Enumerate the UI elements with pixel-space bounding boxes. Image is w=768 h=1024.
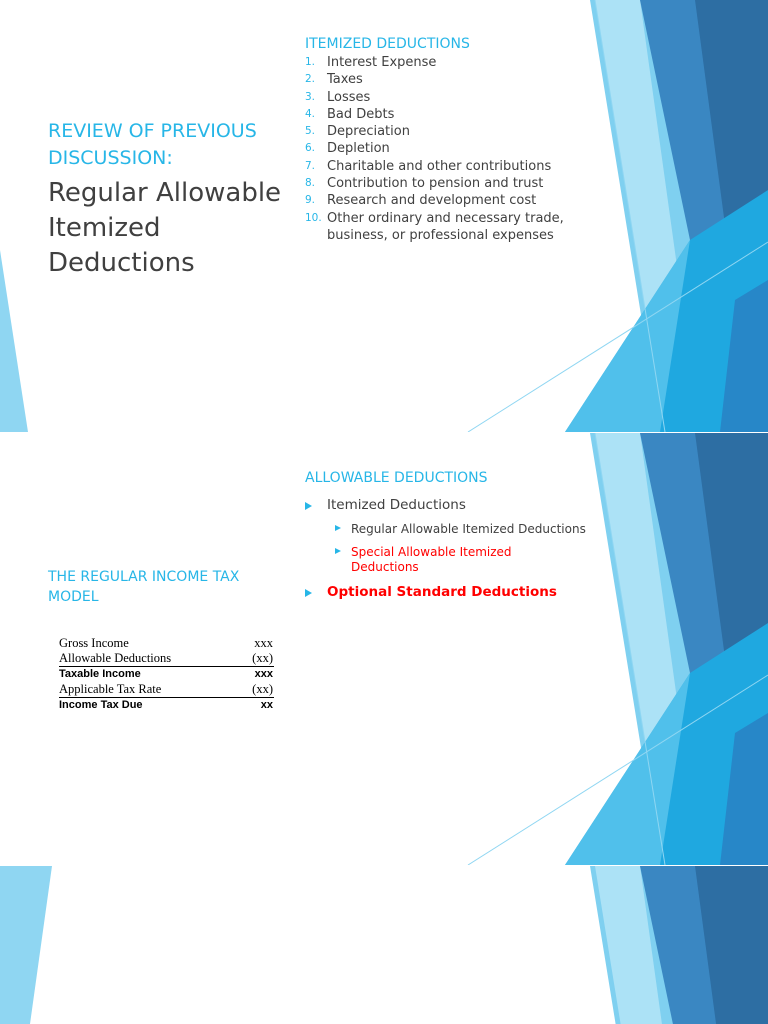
table-row: Applicable Tax Rate (xx): [59, 682, 273, 696]
list-item: 5. Depreciation: [305, 124, 410, 140]
list-item: 4. Bad Debts: [305, 106, 395, 122]
sub-bullet-regular: Regular Allowable Itemized Deductions: [335, 522, 586, 536]
sub-bullet-special: Special Allowable Itemized Deductions: [335, 545, 555, 575]
bullet-optional-standard: Optional Standard Deductions: [305, 584, 557, 600]
list-item: 7. Charitable and other contributions: [305, 158, 552, 174]
list-item: 2. Taxes: [305, 72, 363, 88]
itemized-deductions-heading: ITEMIZED DEDUCTIONS: [305, 36, 470, 52]
tax-model-title: THE REGULAR INCOME TAX MODEL: [48, 569, 240, 605]
list-item: 10. Other ordinary and necessary trade, business, or professional expenses: [305, 210, 564, 243]
list-item: 8. Contribution to pension and trust: [305, 176, 544, 192]
slide-3-decoration: [0, 866, 768, 1024]
list-item: 1. Interest Expense: [305, 55, 437, 70]
slide-title: Regular Allowable Itemized Deductions: [48, 178, 282, 278]
bullet-itemized-deductions: Itemized Deductions: [305, 497, 466, 513]
table-row: Allowable Deductions (xx): [59, 651, 273, 665]
bullet-arrow-icon: [305, 502, 312, 510]
bullet-arrow-icon: [305, 589, 312, 597]
itemized-deductions-list: [305, 54, 595, 244]
section-label: REVIEW OF PREVIOUS DISCUSSION:: [48, 120, 257, 169]
bullet-arrow-icon: [335, 525, 341, 531]
list-item: 6. Depletion: [305, 141, 390, 157]
table-row: Taxable Income xxx: [59, 668, 273, 680]
bullet-arrow-icon: [335, 548, 341, 554]
tax-model-table: [59, 636, 274, 713]
slide-3: [0, 866, 768, 1024]
slide-1: [0, 0, 768, 432]
list-item: 3. Losses: [305, 89, 371, 105]
table-row: Gross Income xxx: [59, 636, 273, 650]
list-item: 9. Research and development cost: [305, 193, 537, 209]
table-row: Income Tax Due xx: [59, 699, 273, 711]
allowable-deductions-heading: ALLOWABLE DEDUCTIONS: [305, 470, 488, 486]
